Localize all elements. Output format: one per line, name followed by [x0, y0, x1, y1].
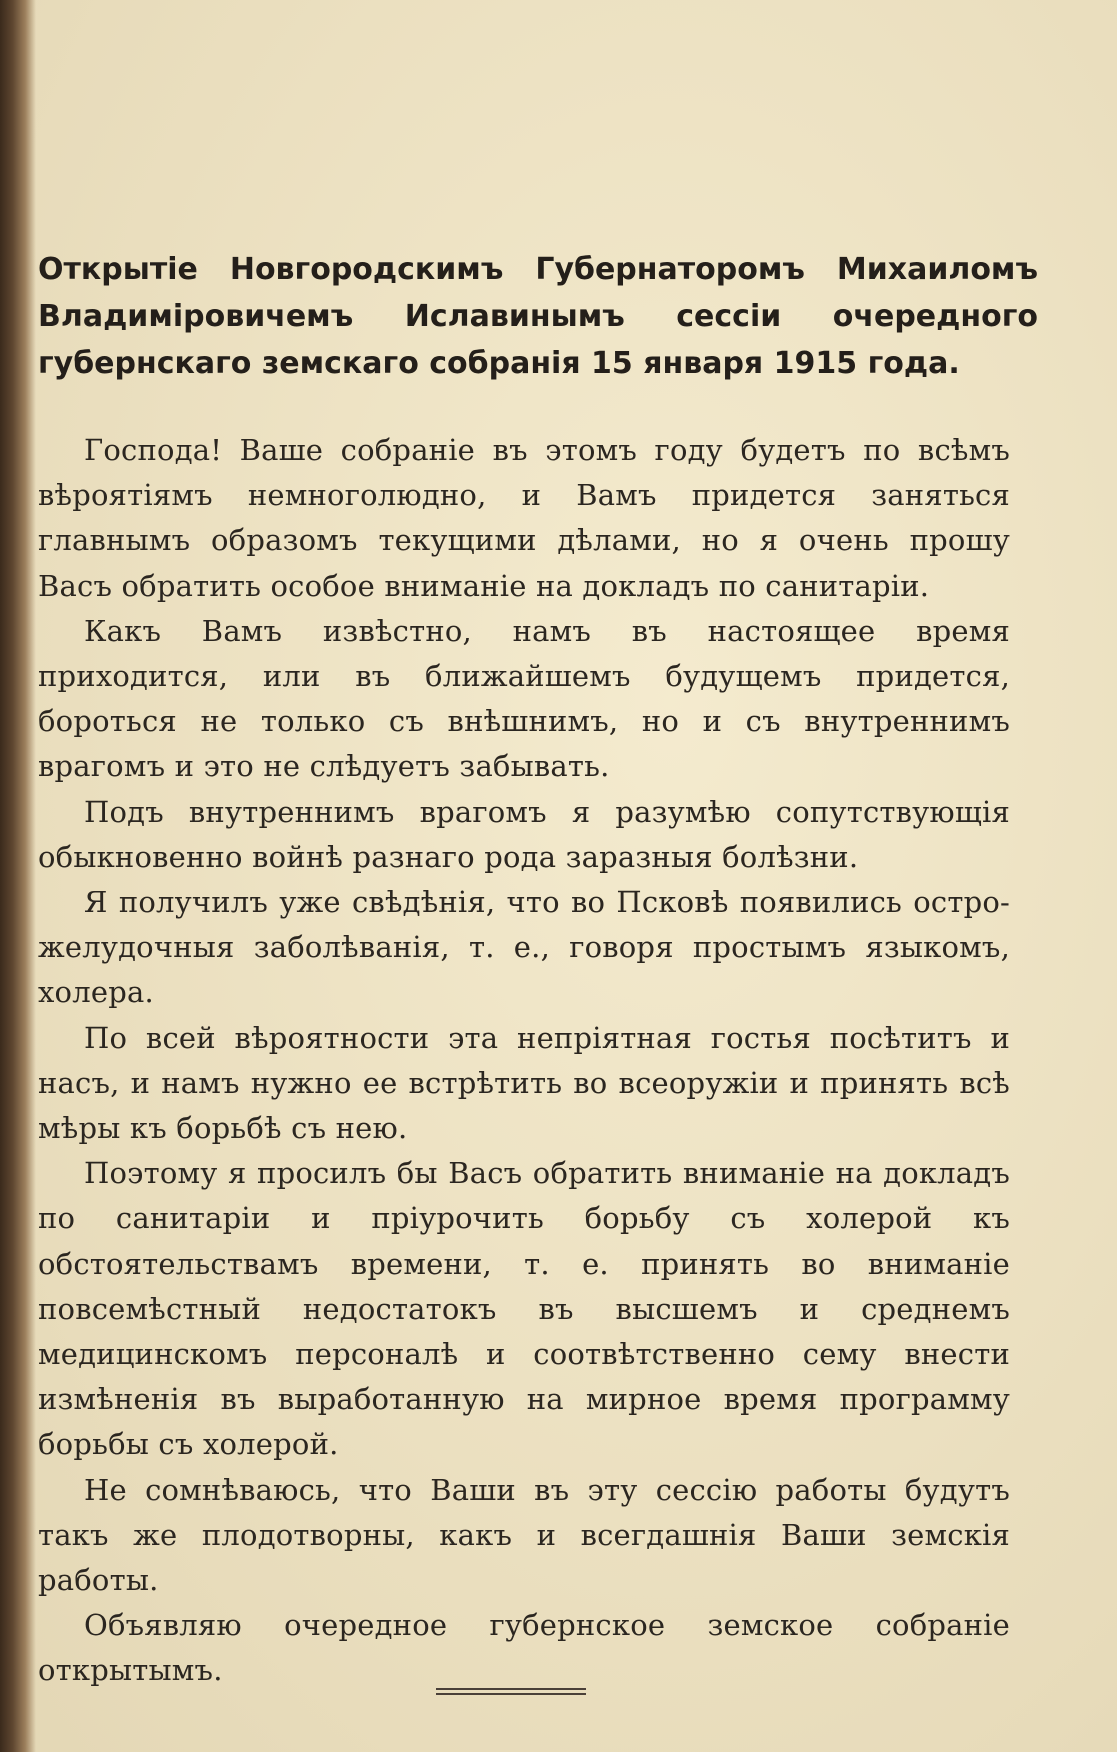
paragraph: Объявляю очередное губернское земское собраніе открытымъ.: [38, 1608, 1010, 1688]
paragraph: По всей вѣроятности эта непріятная гостья посѣтитъ и насъ, и намъ нужно ее встрѣтить во всеоружіи и принять всѣ мѣры къ борьбѣ съ нею.: [38, 1020, 1010, 1146]
paragraph: Подъ внутреннимъ врагомъ я разумѣю сопутствующія обыкновенно войнѣ разнаго рода заразныя болѣзни.: [38, 794, 1010, 874]
book-binding-edge: [0, 0, 36, 1752]
document-title: Открытіе Новгородскимъ Губернаторомъ Михаиломъ Владиміровичемъ Иславинымъ сессіи очередного губернскаго земскаго собранія 15 января 1915 года.: [38, 252, 1038, 381]
paragraph: Поэтому я просилъ бы Васъ обратить вниманіе на докладъ по санитаріи и пріурочить борьбу съ холерой къ обстоятельствамъ времени, т. е. принять во вниманіе повсемѣстный недостатокъ въ высшемъ и среднемъ медицинскомъ персоналѣ и соотвѣтственно сему внести измѣненія въ выработанную на мирное время программу борьбы съ холерой.: [38, 1156, 1010, 1462]
speech-body: [38, 428, 1010, 1694]
closing-double-rule: [436, 1688, 586, 1695]
paragraph: Я получилъ уже свѣдѣнія, что во Псковѣ появились остро-желудочныя заболѣванія, т. е., говоря простымъ языкомъ, холера.: [38, 885, 1010, 1010]
paragraph: Не сомнѣваюсь, что Ваши въ эту сессію работы будутъ такъ же плодотворны, какъ и всегдашнія Ваши земскія работы.: [38, 1472, 1010, 1598]
paragraph: Господа! Ваше собраніе въ этомъ году будетъ по всѣмъ вѣроятіямъ немноголюдно, и Вамъ придется заняться главнымъ образомъ текущими дѣлами, но я очень прошу Васъ обратить особое вниманіе на докладъ по санитаріи.: [38, 433, 1010, 603]
paragraph: Какъ Вамъ извѣстно, намъ въ настоящее время приходится, или въ ближайшемъ будущемъ придется, бороться не только съ внѣшнимъ, но и съ внутреннимъ врагомъ и это не слѣдуетъ забывать.: [38, 613, 1010, 784]
